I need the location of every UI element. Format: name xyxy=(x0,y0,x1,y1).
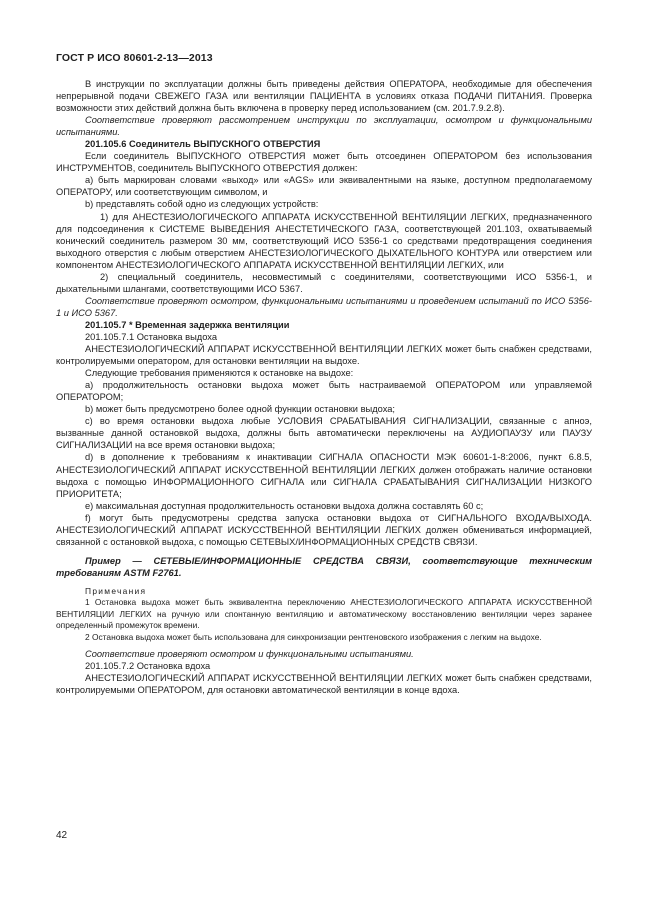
note-1: 1 Остановка выдоха может быть эквивалентна переключению АНЕСТЕЗИОЛОГИЧЕСКОГО АППАРАТА ИСКУССТВЕННОЙ ВЕНТИЛЯЦИИ ЛЕГКИХ на ручную или спонтанную вентиляцию и автоматическому восстановлению вентиляции через заранее определенный промежуток времени. xyxy=(56,597,592,631)
document-body xyxy=(56,78,592,696)
paragraph-exhale-hold-2: Следующие требования применяются к остановке на выдохе: xyxy=(85,368,354,379)
subsection-heading-201-105-7-2: 201.105.7.2 Остановка вдоха xyxy=(85,661,211,671)
list-item-exhale-c: c) во время остановки выдоха любые УСЛОВИЯ СРАБАТЫВАНИЯ СИГНАЛИЗАЦИИ, связанные с апноэ, вызванные данной остановкой выдоха, должны быть автоматически переключены на АУДИОПАУЗУ или ПАУЗУ СИГНАЛИЗАЦИИ на все время остановки выдоха; xyxy=(56,416,592,451)
document-header: ГОСТ Р ИСО 80601-2-13—2013 xyxy=(56,52,213,64)
list-item-exhale-b: b) может быть предусмотрено более одной функции остановки выдоха; xyxy=(85,404,395,415)
list-item-connector-b2: 2) специальный соединитель, несовместимый с соединителями, соответствующими ИСО 5356-1, и дыхательными шлангами, соответствующими ИСО 5367. xyxy=(56,271,592,294)
notes-title: Примечания xyxy=(85,585,147,596)
list-item-exhale-f: f) могут быть предусмотрены средства запуска остановки выдоха от СИГНАЛЬНОГО ВХОДА/ВЫХОДА. АНЕСТЕЗИОЛОГИЧЕСКИЙ АППАРАТ ИСКУССТВЕННОЙ ВЕНТИЛЯЦИИ ЛЕГКИХ должен обмениваться информацией, связанной с остановкой выдоха, с помощью СЕТЕВЫХ/ИНФОРМАЦИОННЫХ СРЕДСТВ СВЯЗИ. xyxy=(56,512,592,547)
note-2: 2 Остановка выдоха может быть использована для синхронизации рентгеновского изображения с легким на выдохе. xyxy=(85,631,542,642)
subsection-heading-201-105-7-1: 201.105.7.1 Остановка выдоха xyxy=(85,331,217,342)
compliance-check-2: Соответствие проверяют осмотром, функциональными испытаниями и проведением испытаний по ИСО 5356-1 и ИСО 5367. xyxy=(56,295,592,318)
example-text: Пример — СЕТЕВЫЕ/ИНФОРМАЦИОННЫЕ СРЕДСТВА СВЯЗИ, соответствующие техническим требованиям ASTM F2761. xyxy=(56,555,592,578)
paragraph-instructions: В инструкции по эксплуатации должны быть приведены действия ОПЕРАТОРА, необходимые для обеспечения непрерывной подачи СВЕЖЕГО ГАЗА или вентиляции ПАЦИЕНТА в условиях отказа ПОДАЧИ ПИТАНИЯ. Проверка возможности этих действий должна быть включена в проверку перед использованием (см. 201.7.9.2.8). xyxy=(56,79,592,114)
section-heading-201-105-6: 201.105.6 Соединитель ВЫПУСКНОГО ОТВЕРСТИЯ xyxy=(85,139,321,150)
list-item-connector-b1: 1) для АНЕСТЕЗИОЛОГИЧЕСКОГО АППАРАТА ИСКУССТВЕННОЙ ВЕНТИЛЯЦИИ ЛЕГКИХ, предназначенного для подсоединения к СИСТЕМЕ ВЫВЕДЕНИЯ АНЕСТЕТИЧЕСКОГО ГАЗА, соответствующей 201.103, охватываемый конический соединитель размером 30 мм, соответствующий ИСО 5356-1 со средствами предотвращения соединения выходного отверстия с любым отверстием АНЕСТЕЗИОЛОГИЧЕСКОГО ДЫХАТЕЛЬНОГО КОНТУРА или отверстием или компонентом АНЕСТЕЗИОЛОГИЧЕСКОГО АППАРАТА ИСКУССТВЕННОЙ ВЕНТИЛЯЦИИ ЛЕГКИХ, или xyxy=(56,211,592,270)
list-item-exhale-e: e) максимальная доступная продолжительность остановки выдоха должна составлять 60 с; xyxy=(85,500,484,511)
compliance-check-3: Соответствие проверяют осмотром и функциональными испытаниями. xyxy=(85,648,414,659)
list-item-exhale-a: а) продолжительность остановки выдоха может быть настраиваемой ОПЕРАТОРОМ или управляемой ОПЕРАТОРОМ; xyxy=(56,380,592,403)
paragraph-inhale-hold: АНЕСТЕЗИОЛОГИЧЕСКИЙ АППАРАТ ИСКУССТВЕННОЙ ВЕНТИЛЯЦИИ ЛЕГКИХ может быть снабжен средствами, контролируемыми ОПЕРАТОРОМ, для остановки автоматической вентиляции в конце вдоха. xyxy=(56,673,592,696)
compliance-check-1: Соответствие проверяют рассмотрением инструкции по эксплуатации, осмотром и функциональными испытаниями. xyxy=(56,115,592,138)
list-item-exhale-d: d) в дополнение к требованиям к инактивации СИГНАЛА ОПАСНОСТИ МЭК 60601-1-8:2006, пункт 6.8.5, АНЕСТЕЗИОЛОГИЧЕСКИЙ АППАРАТ ИСКУССТВЕННОЙ ВЕНТИЛЯЦИИ ЛЕГКИХ должен отображать наличие остановки выдоха с помощью ИНФОРМАЦИОННОГО СИГНАЛА или СИГНАЛА СРАБАТЫВАНИЯ СИГНАЛИЗАЦИИ НИЗКОГО ПРИОРИТЕТА; xyxy=(56,452,592,499)
list-item-connector-b: b) представлять собой одно из следующих устройств: xyxy=(85,199,319,210)
list-item-connector-a: а) быть маркирован словами «выход» или «AGS» или эквивалентными на языке, доступном предполагаемому ОПЕРАТОРУ, или соответствующим символом, и xyxy=(56,175,592,198)
section-heading-201-105-7: 201.105.7 * Временная задержка вентиляции xyxy=(85,319,290,330)
page-number: 42 xyxy=(56,830,68,841)
notes-block xyxy=(56,586,592,643)
paragraph-exhale-hold-1: АНЕСТЕЗИОЛОГИЧЕСКИЙ АППАРАТ ИСКУССТВЕННОЙ ВЕНТИЛЯЦИИ ЛЕГКИХ может быть снабжен средствами, контролируемыми оператором, для остановки вентиляции на выдохе. xyxy=(56,344,592,367)
paragraph-connector: Если соединитель ВЫПУСКНОГО ОТВЕРСТИЯ может быть отсоединен ОПЕРАТОРОМ без использования ИНСТРУМЕНТОВ, соединитель ВЫПУСКНОГО ОТВЕРСТИЯ должен: xyxy=(56,151,592,174)
